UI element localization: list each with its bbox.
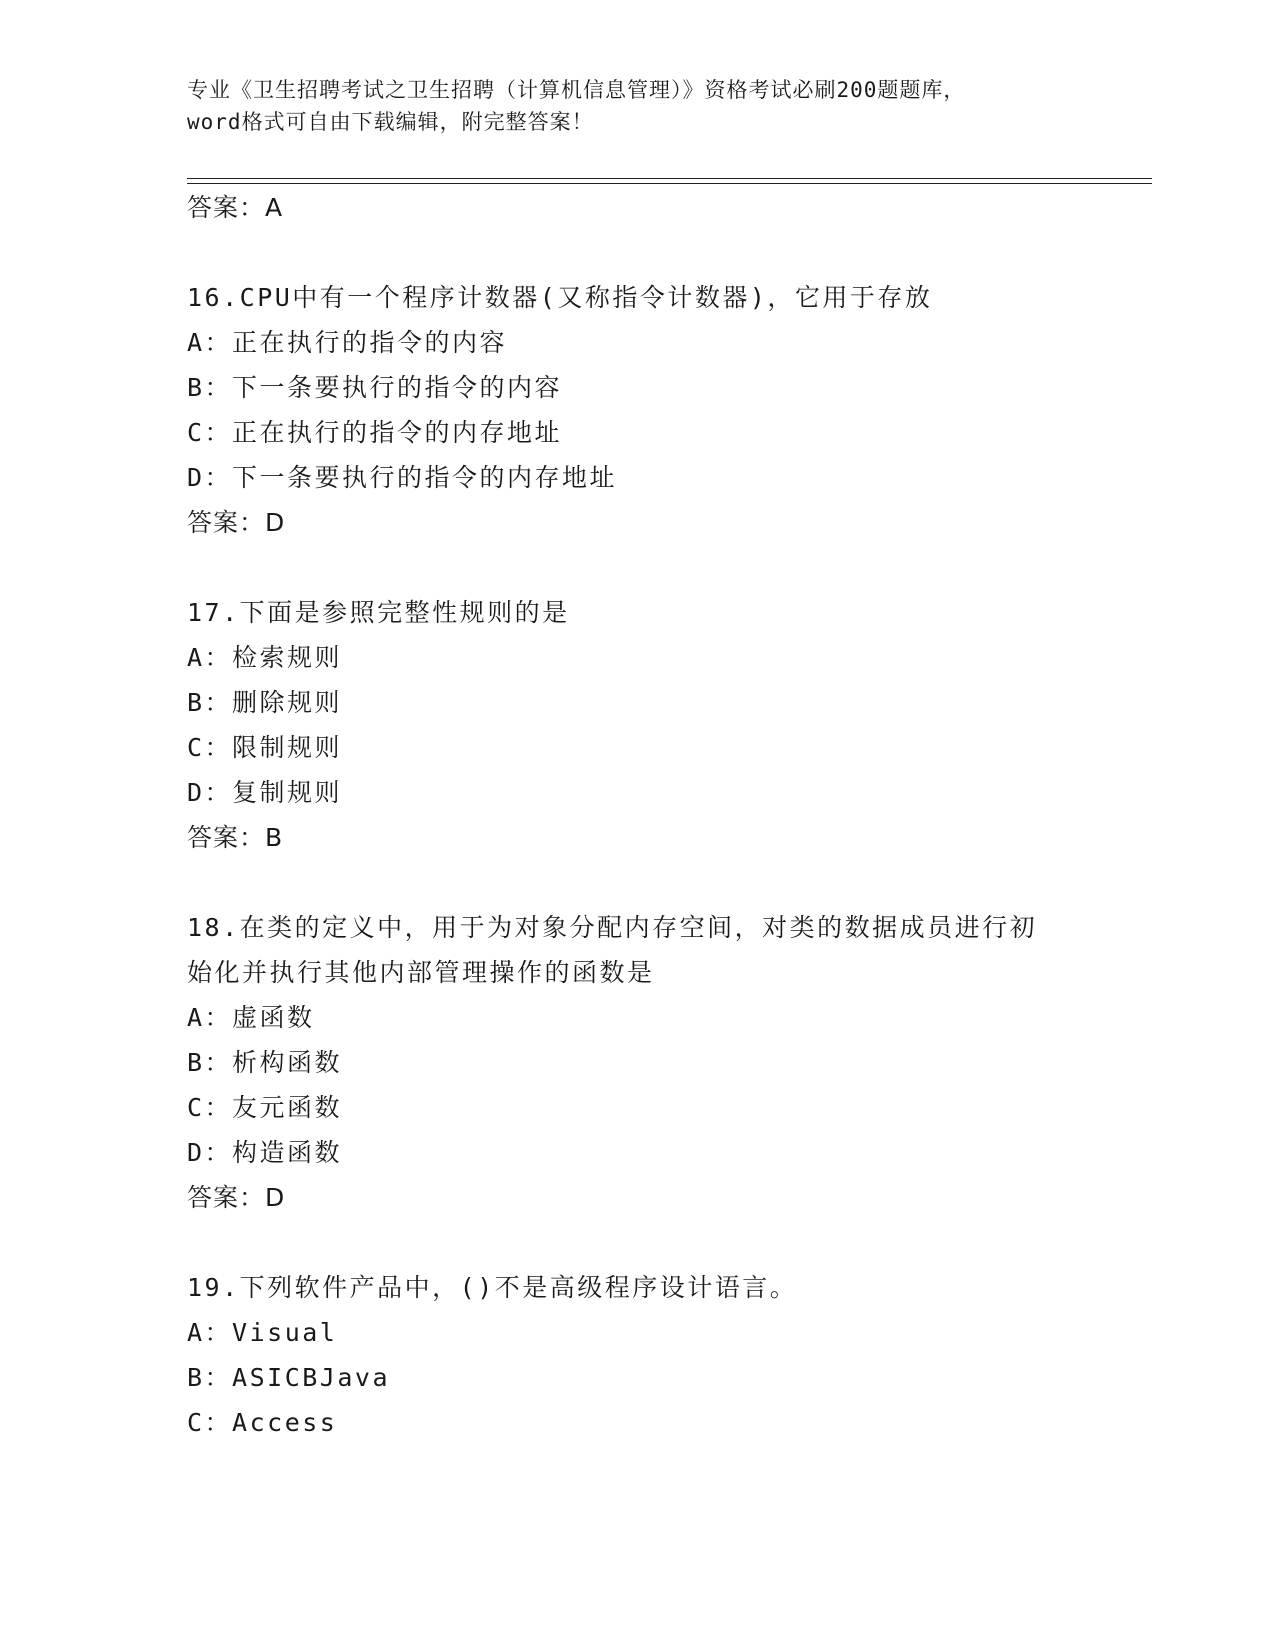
- question-18-option-d: D：构造函数: [187, 1138, 343, 1167]
- question-17-option-a: A：检索规则: [187, 643, 343, 672]
- question-17-option-b: B：删除规则: [187, 688, 343, 717]
- question-18-answer: 答案：D: [187, 1183, 286, 1212]
- question-17-option-c: C：限制规则: [187, 733, 343, 762]
- question-16-option-d: D：下一条要执行的指令的内存地址: [187, 463, 618, 492]
- question-17-option-d: D：复制规则: [187, 778, 343, 807]
- question-19-text: 19.下列软件产品中，()不是高级程序设计语言。: [187, 1273, 798, 1302]
- question-18-option-a: A：虚函数: [187, 1003, 315, 1032]
- question-18-option-b: B：析构函数: [187, 1048, 343, 1077]
- question-17-answer: 答案：B: [187, 823, 284, 852]
- answer-prev: 答案：A: [187, 193, 284, 222]
- header-divider-bottom: [187, 183, 1152, 184]
- question-18-text-line-1: 18.在类的定义中，用于为对象分配内存空间，对类的数据成员进行初: [187, 913, 1038, 942]
- document-header: [187, 74, 1087, 138]
- question-16-answer: 答案：D: [187, 508, 286, 537]
- question-16-option-c: C：正在执行的指令的内存地址: [187, 418, 563, 447]
- header-line-2: word格式可自由下载编辑，附完整答案！: [187, 110, 594, 134]
- header-line-1: 专业《卫生招聘考试之卫生招聘（计算机信息管理）》资格考试必刷200题题库，: [187, 78, 966, 102]
- question-16-text: 16.CPU中有一个程序计数器(又称指令计数器)，它用于存放: [187, 283, 933, 312]
- header-divider-top: [187, 178, 1152, 179]
- question-16-option-b: B：下一条要执行的指令的内容: [187, 373, 563, 402]
- question-18-text-line-2: 始化并执行其他内部管理操作的函数是: [187, 958, 655, 987]
- question-18-option-c: C：友元函数: [187, 1093, 343, 1122]
- question-19-option-a: A：Visual: [187, 1318, 338, 1347]
- question-19-option-c: C：Access: [187, 1408, 338, 1437]
- question-19-option-b: B：ASICBJava: [187, 1363, 391, 1392]
- question-17-text: 17.下面是参照完整性规则的是: [187, 598, 570, 627]
- question-16-option-a: A：正在执行的指令的内容: [187, 328, 508, 357]
